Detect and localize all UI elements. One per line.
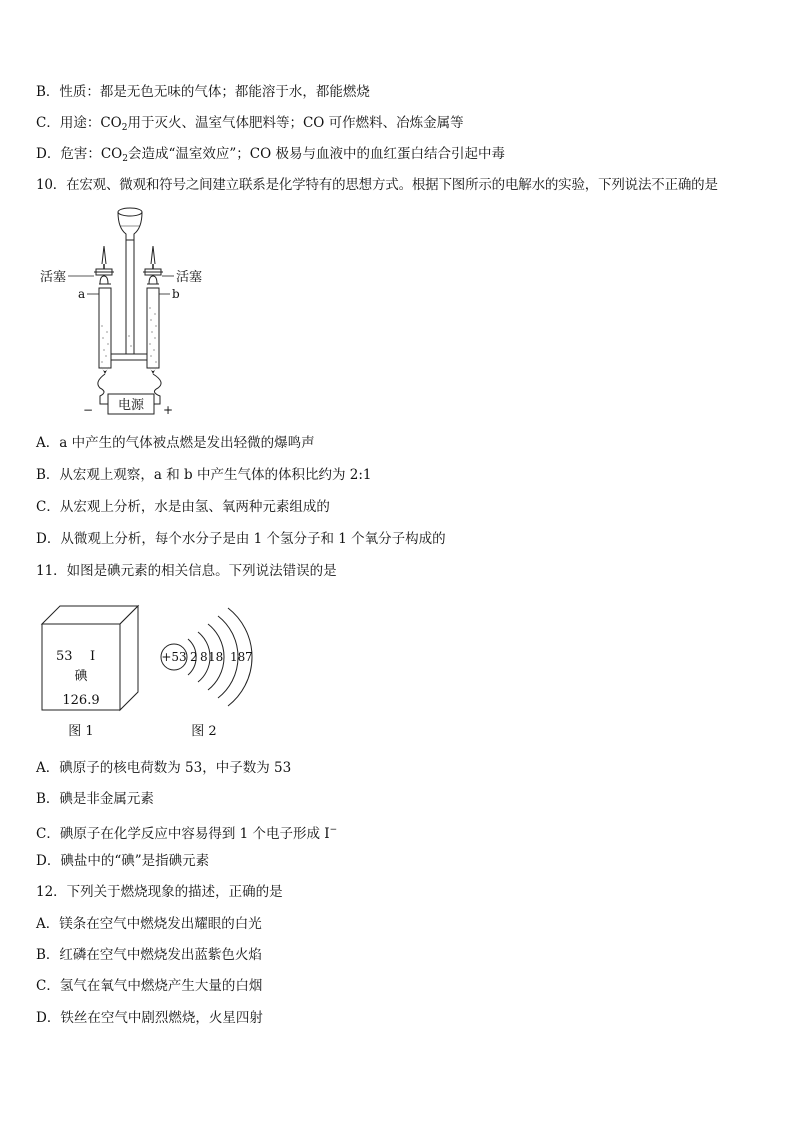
q11-option-d: D．碘盐中的“碘”是指碘元素 — [36, 853, 210, 869]
q12-option-c: C．氢气在氧气中燃烧产生大量的白烟 — [36, 978, 263, 994]
element-name: 碘 — [74, 669, 88, 684]
q11-option-c-text: C．碘原子在化学反应中容易得到 1 个电子形成 I — [36, 826, 330, 842]
q12-option-b: B．红磷在空气中燃烧发出蓝紫色火焰 — [36, 947, 262, 963]
right-valve-label: 活塞 — [176, 270, 203, 285]
q10-option-d: D．从微观上分析，每个水分子是由 1 个氢分子和 1 个氧分子构成的 — [36, 531, 446, 547]
power-label: 电源 — [117, 398, 145, 413]
right-tube — [147, 288, 159, 368]
q12-option-a: A．镁条在空气中燃烧发出耀眼的白光 — [36, 916, 262, 932]
q10-option-b: B．从宏观上观察，a 和 b 中产生气体的体积比约为 2:1 — [36, 467, 372, 483]
tube-a-label: a — [78, 287, 86, 301]
q12-option-d: D．铁丝在空气中剧烈燃烧，火星四射 — [36, 1010, 263, 1026]
shell-1-electrons: 2 — [190, 650, 198, 664]
q9-option-d-sub: 2 — [122, 154, 128, 164]
q9-option-c-post: 用于灭火、温室气体肥料等；CO 可作燃料、冶炼金属等 — [127, 115, 464, 131]
figure1-caption: 图 1 — [68, 724, 94, 739]
q11-option-b: B．碘是非金属元素 — [36, 791, 154, 807]
q11-stem: 11．如图是碘元素的相关信息。下列说法错误的是 — [36, 563, 337, 579]
q9-option-d-post: 会造成“温室效应”；CO 极易与血液中的血红蛋白结合引起中毒 — [127, 146, 505, 162]
iodine-figure — [38, 594, 278, 744]
q10-option-c: C．从宏观上分析，水是由氢、氧两种元素组成的 — [36, 499, 330, 515]
electrolysis-figure — [38, 206, 238, 416]
atomic-number: 53 — [56, 649, 73, 664]
q9-option-d — [36, 145, 505, 168]
right-electrode — [149, 366, 157, 374]
shell-3-electrons: 18 — [208, 650, 224, 664]
tube-b-label: b — [172, 287, 180, 301]
left-valve-label: 活塞 — [40, 270, 67, 285]
minus-sign: − — [82, 403, 94, 416]
q11-option-c — [36, 821, 337, 843]
atomic-mass: 126.9 — [62, 693, 100, 708]
q9-option-c-pre: C．用途：CO — [36, 115, 122, 131]
plus-sign: + — [162, 403, 174, 416]
q9-option-c-sub: 2 — [121, 123, 128, 133]
shell-5-electrons: 7 — [245, 650, 253, 664]
element-symbol: I — [90, 649, 96, 664]
left-electrode — [101, 366, 109, 374]
left-wire — [98, 374, 108, 404]
q9-option-c — [36, 114, 464, 137]
q9-option-d-pre: D．危害：CO — [36, 146, 123, 162]
shell-4-electrons: 18 — [230, 650, 246, 664]
q9-option-b: B．性质：都是无色无味的气体；都能溶于水，都能燃烧 — [36, 84, 370, 100]
q10-stem: 10．在宏观、微观和符号之间建立联系是化学特有的思想方式。根据下图所示的电解水的实验，下列说法不正确的是 — [36, 177, 718, 193]
q11-option-c-sup: − — [329, 825, 338, 835]
nucleus-charge: +53 — [161, 650, 187, 664]
q12-stem: 12．下列关于燃烧现象的描述，正确的是 — [36, 884, 283, 900]
right-tube-tip — [151, 246, 155, 264]
left-tube-tip — [102, 246, 106, 264]
funnel-top — [118, 208, 142, 216]
q11-option-a: A．碘原子的核电荷数为 53，中子数为 53 — [36, 760, 292, 776]
shell-2-electrons: 8 — [200, 650, 208, 664]
left-tube — [99, 288, 111, 368]
q10-option-a: A．a 中产生的气体被点燃是发出轻微的爆鸣声 — [36, 435, 315, 451]
figure2-caption: 图 2 — [191, 724, 217, 739]
